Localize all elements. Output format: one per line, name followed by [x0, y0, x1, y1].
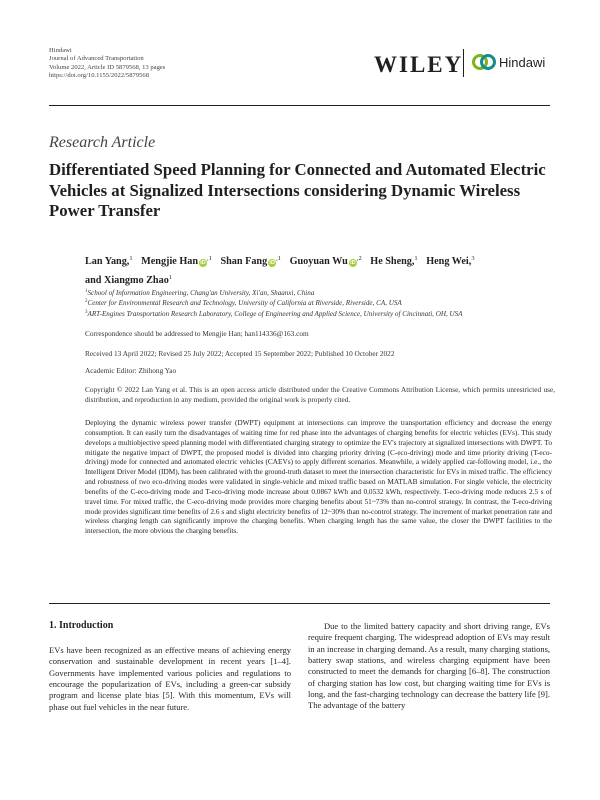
orcid-icon[interactable]: iD — [269, 260, 275, 266]
header-rule — [49, 105, 550, 106]
affiliation: $^2$Center for Environmental Research and Technology, University of California at Riverside, Riverside, CA, USA — [85, 299, 402, 307]
correspondence: Correspondence should be addressed to Mengjie Han; han114336@163.com — [85, 329, 309, 338]
author: Guoyuan Wu $iD^{,2}$ — [289, 255, 362, 267]
author: Lan Yang,$^1$ — [85, 255, 133, 267]
orcid-icon[interactable]: iD — [350, 260, 356, 266]
body-column-left: EVs have been recognized as an effective means of achieving energy conservation and sustainable development in recent years [1–4]. Governments have implemented various policies and regulations to encourage the popularization of EVs, including a green-car subsidy program and license plate bias [5]. With this momentum, EVs will phase out fuel vehicles in the near future. — [49, 645, 291, 712]
body-column-right: Due to the limited battery capacity and short driving range, EVs require frequent charging. The widespread adoption of EVs may result in an increase in charging demand. As a result, many charging stations, battery swap stations, and wireless charging equipment have been constructed to meet the demands for charging [6–8]. The construction of charging station has low cost, but charging waiting time for EVs is long, and the fast-charging technology can decrease the battery life [9]. The advantage of the battery — [308, 621, 550, 711]
affiliation: $^1$School of Information Engineering, Chang'an University, Xi'an, Shaanxi, China — [85, 289, 315, 297]
copyright-notice: Copyright © 2022 Lan Yang et al. This is an open access article distributed under the Creative Commons Attribution License, which permits unrestricted use, distribution, and reproduction in any medium, provided the original work is properly cited. — [85, 385, 555, 404]
logo-divider — [463, 49, 464, 77]
journal-name: Journal of Advanced Transportation — [49, 55, 144, 63]
article-type: Research Article — [49, 134, 156, 151]
author-list — [85, 251, 555, 289]
doi-link[interactable]: https://doi.org/10.1155/2022/5879568 — [49, 71, 150, 79]
abstract-rule — [49, 603, 550, 604]
volume-info: Volume 2022, Article ID 5879568, 13 pages — [49, 63, 166, 71]
author: and Xiangmo Zhao$^1$ — [85, 274, 173, 286]
author: Mengjie Han $iD^{,1}$ — [141, 255, 212, 267]
orcid-icon[interactable]: iD — [200, 260, 206, 266]
author: He Sheng,$^1$ — [370, 255, 418, 267]
hindawi-logo-text: Hindawi — [499, 55, 546, 70]
journal-masthead — [49, 47, 165, 80]
wiley-logo: WILEY — [374, 52, 464, 77]
section-heading: 1. Introduction — [49, 620, 114, 631]
affiliation: $^3$ART-Engines Transportation Research Laboratory, College of Engineering and Applied Science, University of Cincinnati, OH, USA — [85, 310, 463, 318]
author: Shan Fang $iD^{,1}$ — [220, 255, 282, 267]
hindawi-logo-icon — [471, 52, 497, 72]
author: Heng Wei,$^3$ — [426, 255, 475, 267]
abstract: Deploying the dynamic wireless power transfer (DWPT) equipment at intersections can improve the transportation efficiency and decrease the energy consumption. It can easily turn the disadvantages of waiting time for red phase into the advantages of charging benefits for electric vehicles (EVs). This study develops a multiobjective speed planning model with differentiated charging strategy to optimize the EV's trajectory at signalized intersections with DWPT. To mitigate the negative impact of DWPT, the proposed model is divided into charging priority driving (C-eco-driving) mode and time priority driving (T-eco-driving) mode for connected and automated electric vehicles (CAEVs) to apply different scenarios. Meanwhile, a widely applied car-following model, i.e., the Intelligent Driver Model (IDM), has been calibrated with the ground-truth dataset to meet the intersection characteristic for EVs in mixed traffic. The efficiency and robustness of two eco-driving modes were validated in single-vehicle and mixed traffic based on MATLAB simulation. For single vehicle, the electricity benefits of the C-eco-driving mode and T-eco-driving mode increase about 0.0867 kWh and 0.0532 kWh, respectively. T-eco-driving mode reduces 2.5 s of travel time. For mixed traffic, the C-eco-driving mode provides more charging benefits about 51~73% than no-control strategy. In contrast, the T-eco-driving mode provides significant time benefits of 2.6 s and slight electricity benefits of 12~30% than no-control strategy. The increment of market penetration rate and wireless charging length can significantly improve the charging benefits. When charging length has the same value, the closer the DWPT facilities to the intersection, the more obvious the charging benefits. — [85, 418, 552, 536]
academic-editor: Academic Editor: Zhihong Yao — [85, 366, 177, 375]
article-title: Differentiated Speed Planning for Connected and Automated Electric Vehicles at Signalized Intersections considering Dynamic Wireless Power Transfer — [49, 160, 546, 220]
publisher-name: Hindawi — [49, 47, 72, 54]
article-dates: Received 13 April 2022; Revised 25 July 2022; Accepted 15 September 2022; Published 10 October 2022 — [85, 349, 395, 358]
